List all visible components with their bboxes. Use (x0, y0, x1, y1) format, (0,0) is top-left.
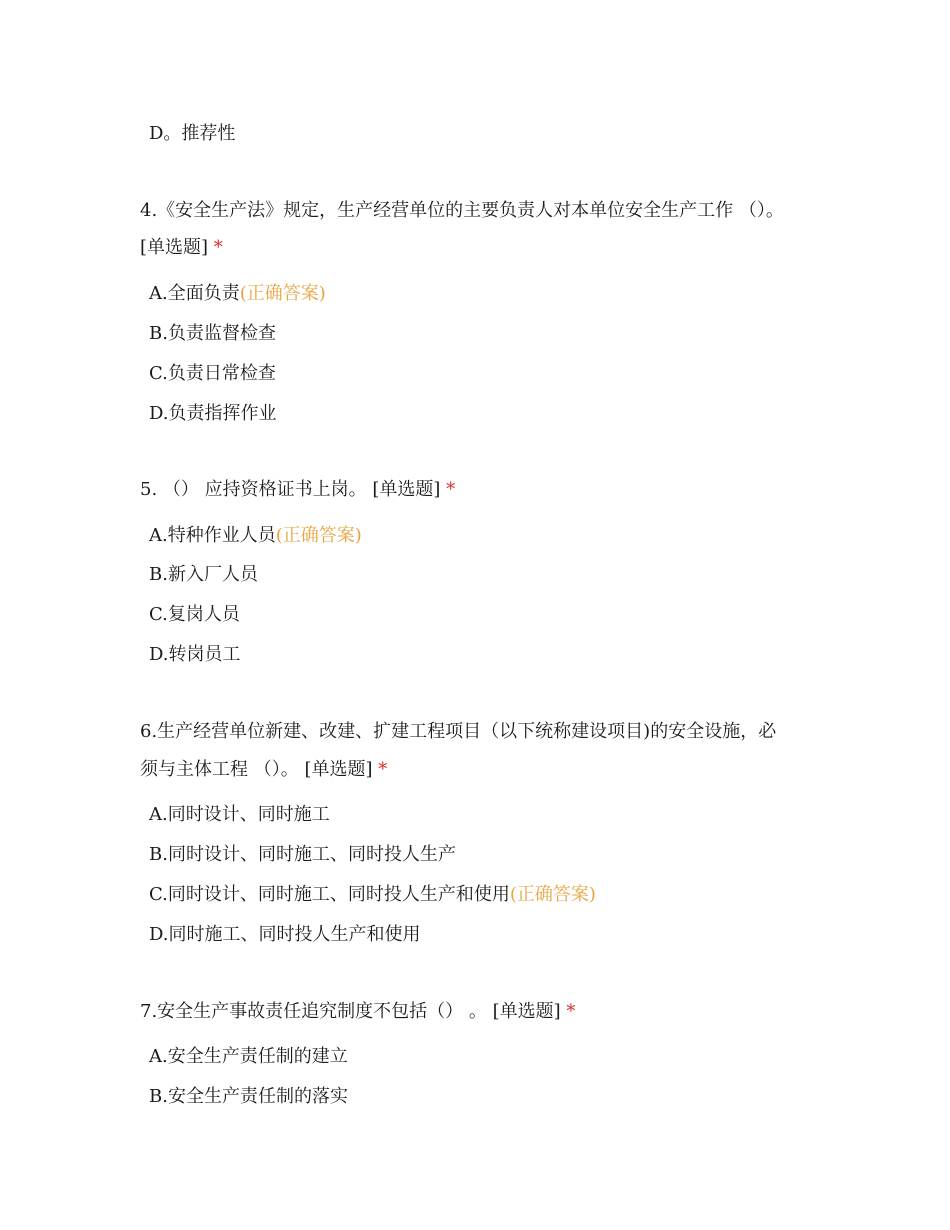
option-b: B.同时设计、同时施工、同时投人生产 (149, 844, 456, 865)
question-4-text-line-2 (140, 236, 223, 260)
option-c (149, 883, 596, 907)
required-asterisk: * (446, 479, 456, 500)
question-7-text (140, 1000, 575, 1024)
option-label: A.全面负责 (149, 283, 240, 304)
option-label: C.同时设计、同时施工、同时投人生产和使用 (149, 884, 510, 905)
question-5-text (140, 478, 455, 502)
question-type: [单选题] (140, 237, 209, 258)
question-4-text-line-1: 4.《安全生产法》规定，生产经营单位的主要负责人对本单位安全生产工作 （）。 (140, 200, 784, 221)
correct-answer-mark: (正确答案) (509, 884, 596, 905)
option-b: B.新入厂人员 (149, 564, 258, 585)
option-a (149, 282, 326, 306)
question-6-text-line-2 (140, 758, 387, 782)
option-c: C.负责日常检查 (149, 363, 276, 384)
option-d: D.同时施工、同时投人生产和使用 (149, 924, 421, 945)
option-b: B.安全生产责任制的落实 (149, 1086, 348, 1107)
required-asterisk: * (213, 237, 223, 258)
question-text: 5. （） 应持资格证书上岗。 [单选题] (140, 479, 441, 500)
option-b: B.负责监督检查 (149, 323, 276, 344)
option-carryover-d: D。推荐性 (149, 123, 236, 144)
option-label: A.特种作业人员 (149, 525, 276, 546)
required-asterisk: * (378, 759, 388, 780)
option-a: A.安全生产责任制的建立 (149, 1046, 348, 1067)
option-a (149, 524, 362, 548)
option-d: D.负责指挥作业 (149, 403, 277, 424)
required-asterisk: * (566, 1001, 576, 1022)
option-d: D.转岗员工 (149, 644, 241, 665)
question-6-text-line-1: 6.生产经营单位新建、改建、扩建工程项目（以下统称建设项目)的安全设施，必 (140, 721, 777, 742)
correct-answer-mark: (正确答案) (275, 525, 362, 546)
correct-answer-mark: (正确答案) (239, 283, 326, 304)
option-c: C.复岗人员 (149, 604, 240, 625)
question-text: 须与主体工程 （）。 [单选题] (140, 759, 373, 780)
question-text: 7.安全生产事故责任追究制度不包括（） 。 [单选题] (140, 1001, 561, 1022)
option-a: A.同时设计、同时施工 (149, 804, 330, 825)
